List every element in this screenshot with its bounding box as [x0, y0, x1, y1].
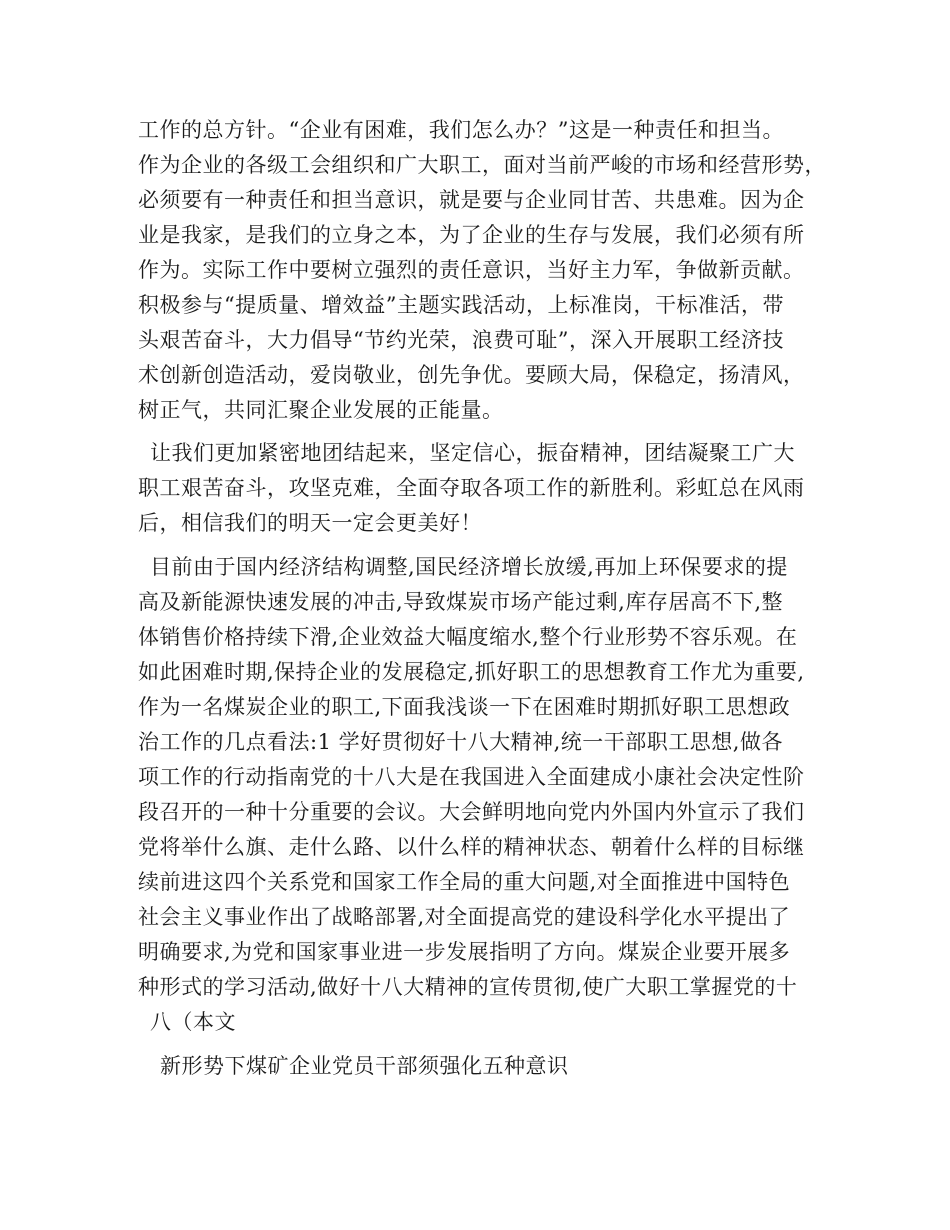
text-line: 作为企业的各级工会组织和广大职工，面对当前严峻的市场和经营形势，	[138, 153, 826, 177]
text-line: 如此困难时期,保持企业的发展稳定,抓好职工的思想教育工作尤为重要,	[138, 660, 805, 684]
text-line: 作为。实际工作中要树立强烈的责任意识，当好主力军，争做新贡献。	[138, 258, 805, 282]
text-line: 八（本文	[150, 1010, 236, 1034]
text-line: 续前进这四个关系党和国家工作全局的重大问题,对全面推进中国特色	[138, 870, 791, 894]
text-line: 高及新能源快速发展的冲击,导致煤炭市场产能过剩,库存居高不下,整	[138, 590, 784, 614]
text-line: 治工作的几点看法:1 学好贯彻好十八大精神,统一干部职工思想,做各	[138, 730, 783, 754]
text-line: 目前由于国内经济结构调整,国民经济增长放缓,再加上环保要求的提	[150, 555, 788, 579]
text-line: 体销售价格持续下滑,企业效益大幅度缩水,整个行业形势不容乐观。在	[138, 625, 798, 649]
text-line: 让我们更加紧密地团结起来，坚定信心，振奋精神，团结凝聚工广大	[150, 441, 795, 465]
text-line: 党将举什么旗、走什么路、以什么样的精神状态、朝着什么样的目标继	[138, 835, 805, 859]
text-line: 后，相信我们的明天一定会更美好！	[138, 511, 482, 535]
text-line: 术创新创造活动，爱岗敬业，创先争优。要顾大局，保稳定，扬清风，	[138, 363, 805, 387]
text-line: 积极参与“提质量、增效益”主题实践活动，上标准岗，干标准活，带	[138, 293, 784, 317]
text-line: 业是我家，是我们的立身之本，为了企业的生存与发展，我们必须有所	[138, 223, 805, 247]
text-line: 项工作的行动指南党的十八大是在我国进入全面建成小康社会决定性阶	[138, 765, 805, 789]
text-line: 工作的总方针。“企业有困难，我们怎么办？”这是一种责任和担当。	[138, 118, 784, 142]
text-line: 明确要求,为党和国家事业进一步发展指明了方向。煤炭企业要开展多	[138, 940, 791, 964]
text-line: 职工艰苦奋斗，攻坚克难，全面夺取各项工作的新胜利。彩虹总在风雨	[138, 476, 805, 500]
text-line: 必须要有一种责任和担当意识，就是要与企业同甘苦、共患难。因为企	[138, 188, 805, 212]
text-line: 头艰苦奋斗，大力倡导“节约光荣，浪费可耻”，深入开展职工经济技	[138, 328, 784, 352]
article-title: 新形势下煤矿企业党员干部须强化五种意识	[160, 1054, 569, 1078]
text-line: 种形式的学习活动,做好十八大精神的宣传贯彻,使广大职工掌握党的十	[138, 975, 798, 999]
text-line: 社会主义事业作出了战略部署,对全面提高党的建设科学化水平提出了	[138, 905, 791, 929]
text-line: 段召开的一种十分重要的会议。大会鲜明地向党内外国内外宣示了我们	[138, 800, 805, 824]
text-line: 作为一名煤炭企业的职工,下面我浅谈一下在困难时期抓好职工思想政	[138, 695, 791, 719]
text-line: 树正气，共同汇聚企业发展的正能量。	[138, 398, 504, 422]
